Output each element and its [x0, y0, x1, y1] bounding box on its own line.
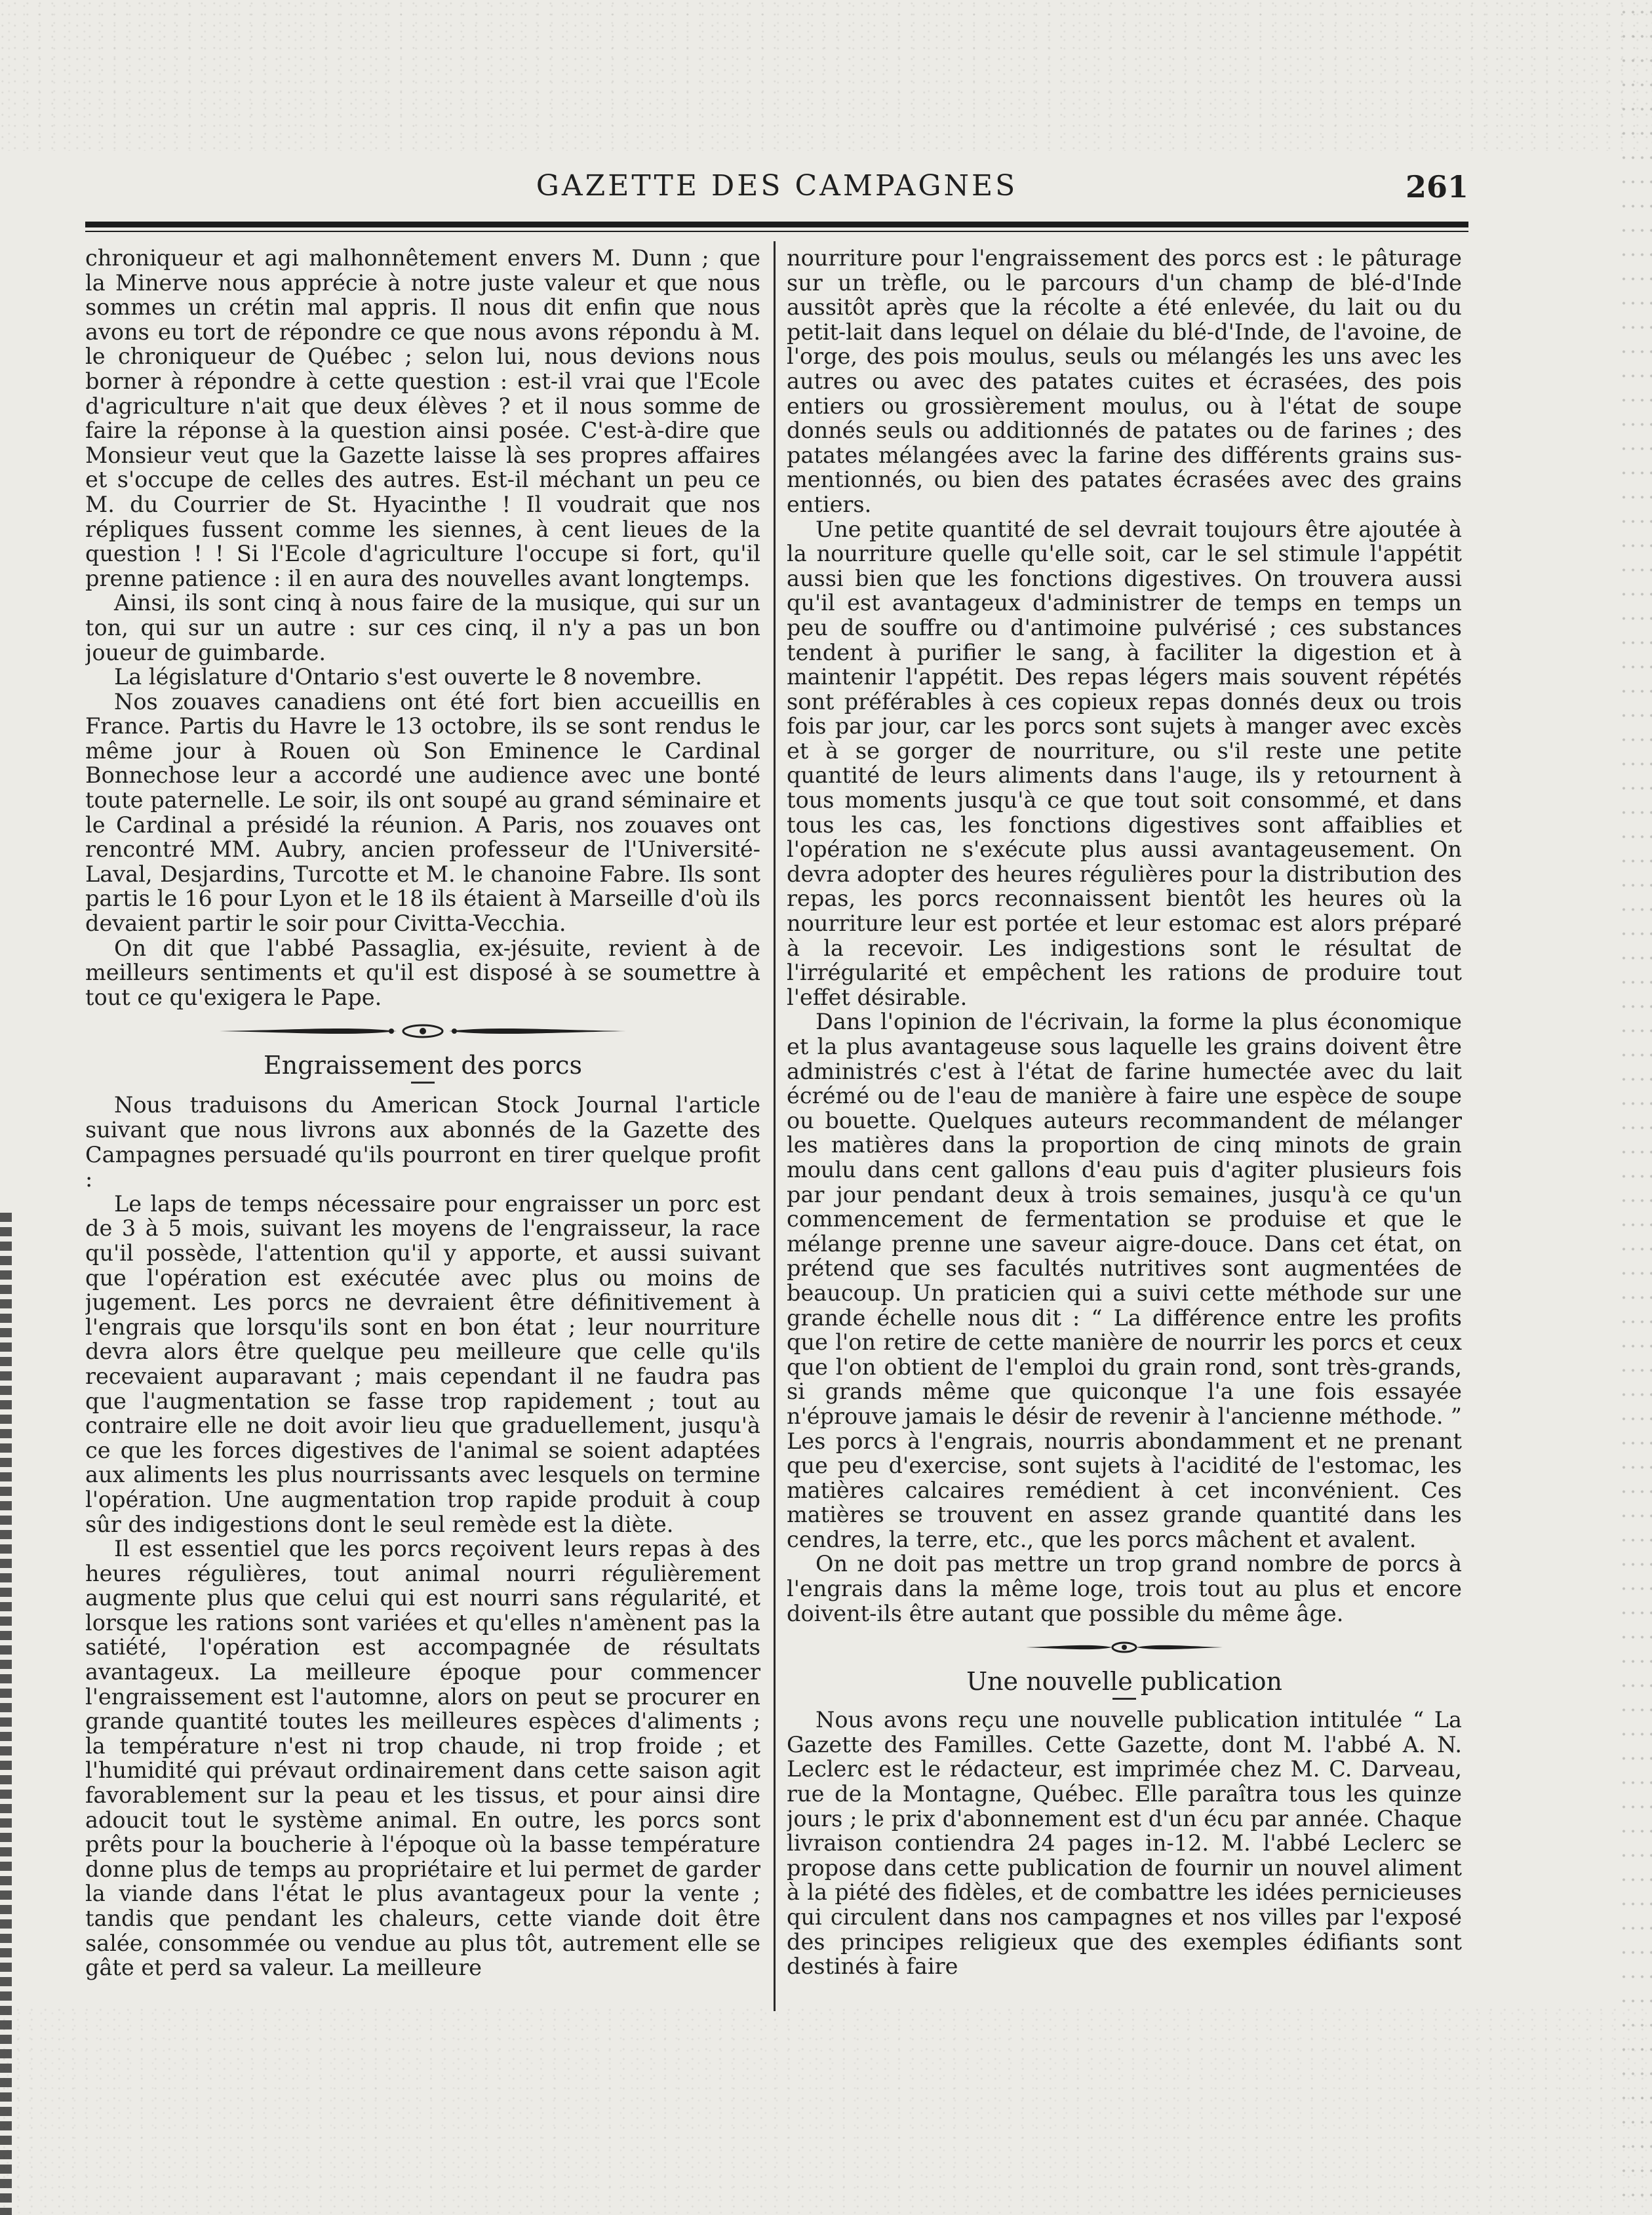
section-heading: Une nouvelle publication [966, 1667, 1282, 1696]
binding-edge [0, 1213, 12, 2215]
running-title: GAZETTE DES CAMPAGNES [536, 169, 1018, 203]
article-paragraph: Dans l'opinion de l'écrivain, la forme la plus économique et la plus avantageuse sous laquelle les grains doivent être administrés c'est à l'état de farine humectée avec du lait écrémé ou de l'eau de manière à faire une espèce de soupe ou bouette. Quelques auteurs recommandent de mélanger les matières dans la proportion de cinq minots de grain moulu dans cent gallons d'eau puis d'agiter plusieurs fois par jour pendant deux à trois semaines, jusqu'à ce qu'un commencement de fermentation se produise et que le mélange prenne une saveur aigre-douce. Dans cet état, on prétend que ses facultés nutritives sont augmentées de beaucoup. Un praticien qui a suivi cette méthode sur une grande échelle nous dit : “ La différence entre les profits que l'on retire de cette manière de nourrir les porcs et ceux que l'on obtient de l'emploi du grain rond, sont très-grands, si grands même que quiconque l'a une fois essayée n'éprouve jamais le désir de revenir à l'ancienne méthode. ” Les porcs à l'engrais, nourris abondamment et ne prenant que peu d'exercise, sont sujets à l'acidité de l'estomac, les matières calcaires remédient à cet inconvénient. Ces matières se trouvent en assez grande quantité dans les cendres, la terre, etc., que les porcs mâchent et avalent. [787, 1009, 1462, 1552]
ornamental-divider [787, 1632, 1462, 1662]
article-paragraph: chroniqueur et agi malhonnêtement envers M. Dunn ; que la Minerve nous apprécie à notre juste valeur et que nous sommes un crétin mal appris. Il nous dit enfin que nous avons eu tort de répondre ce que nous avons répondu à M. le chroniqueur de Québec ; selon lui, nous devions nous borner à répondre à cette question : est-il vrai que l'Ecole d'agriculture n'ait que deux élèves ? et il nous somme de faire la réponse à la question ainsi posée. C'est-à-dire que Monsieur veut que la Gazette laisse là ses propres affaires et s'occupe de celles des autres. Est-il méchant un peu ce M. du Courrier de St. Hyacinthe ! Il voudrait que nos répliques fussent comme les siennes, à cent lieues de la question ! ! Si l'Ecole d'agriculture l'occupe si fort, qu'il prenne patience : il en aura des nouvelles avant longtemps. [85, 246, 760, 591]
news-item: La législature d'Ontario s'est ouverte le 8 novembre. [114, 664, 702, 690]
scan-edge [1619, 0, 1652, 2215]
article-paragraph: Nous traduisons du American Stock Journal l'article suivant que nous livrons aux abonnés de la Gazette des Campagnes persuadé qu'ils pourront en tirer quelque profit : [85, 1092, 760, 1192]
column-divider [774, 241, 776, 2011]
header-rule-thick [85, 222, 1468, 227]
paper-noise-top [0, 0, 1652, 151]
article-paragraph: Le laps de temps nécessaire pour engraisser un porc est de 3 à 5 mois, suivant les moyens de l'engraisseur, la race qu'il possède, l'attention qu'il y apporte, et aussi suivant que l'opération est exécutée avec plus ou moins de jugement. Les porcs ne devraient être définitivement à l'engrais que lorsqu'ils sont en bon état ; leur nourriture devra alors être quelque peu meilleure que celle qu'ils recevaient auparavant ; mais cependant il ne faudra pas que l'augmentation se fasse trop rapidement ; tout au contraire elle ne doit avoir lieu que graduellement, jusqu'à ce que les forces digestives de l'animal se soient adaptées aux aliments les plus nourrissants avec lesquels on termine l'opération. Une augmentation trop rapide produit à coup sûr des indigestions dont le seul remède est la diète. [85, 1190, 760, 1537]
ornament-flourish-icon [1026, 1637, 1223, 1657]
header-rule-thin [85, 231, 1468, 232]
paper-noise-bottom [0, 2006, 1652, 2215]
article-paragraph: Une petite quantité de sel devrait toujours être ajoutée à la nourriture quelle qu'elle soit, car le sel stimule l'appétit aussi bien que les fonctions digestives. On trouvera aussi qu'il est avantageux d'administrer de temps en temps un peu de souffre ou d'antimoine pulvérisé ; ces substances tendent à purifier le sang, à faciliter la digestion et à maintenir l'appétit. Des repas légers mais souvent répétés sont préférables à ces copieux repas donnés deux ou trois fois par jour, car les porcs sont sujets à manger avec excès et à se gorger de nourriture, ou s'il reste une petite quantité de leurs aliments dans l'auge, ils y retournent à tous moments jusqu'à ce que tout soit consommé, et dans tous les cas, les fonctions digestives sont affaiblies et l'opération ne s'exécute plus aussi avantageusement. On devra adopter des heures régulières pour la distribution des repas, les porcs reconnaissent bientôt les heures où la nourriture leur est portée et leur estomac est alors préparé à la recevoir. Les indigestions sont le résultat de l'irrégularité et empêchent les rations de produire tout l'effet désirable. [787, 516, 1462, 1010]
article-paragraph: On ne doit pas mettre un trop grand nombre de porcs à l'engrais dans la même loge, trois tout au plus et encore doivent-ils être autant que possible du même âge. [787, 1551, 1462, 1626]
left-column [85, 246, 760, 2016]
heading-rule [411, 1082, 435, 1084]
article-paragraph: Ainsi, ils sont cinq à nous faire de la musique, qui sur un ton, qui sur un autre : sur ces cinq, il n'y a pas un bon joueur de guimbarde. [85, 590, 760, 665]
news-item: Nos zouaves canadiens ont été fort bien accueillis en France. Partis du Havre le 13 octobre, ils se sont rendus le même jour à Rouen où Son Eminence le Cardinal Bonnechose leur a accordé une audience avec une bonté toute paternelle. Le soir, ils ont soupé au grand séminaire et le Cardinal a présidé la réunion. A Paris, nos zouaves ont rencontré MM. Aubry, ancien professeur de l'Université-Laval, Desjardins, Turcotte et M. le chanoine Fabre. Ils sont partis le 16 pour Lyon et le 18 ils étaient à Marseille d'où ils devaient partir le soir pour Civitta-Vecchia. [85, 688, 760, 937]
news-item: On dit que l'abbé Passaglia, ex-jésuite, revient à de meilleurs sentiments et qu'il est disposé à se soumettre à tout ce qu'exigera le Pape. [85, 935, 760, 1010]
right-column [787, 246, 1462, 2016]
page-header [85, 169, 1468, 215]
section-heading: Engraissement des porcs [264, 1051, 582, 1080]
ornamental-divider [85, 1016, 760, 1046]
article-paragraph: Nous avons reçu une nouvelle publication intitulée “ La Gazette des Familles. Cette Gazette, dont M. l'abbé A. N. Leclerc est le rédacteur, est imprimée chez M. C. Darveau, rue de la Montagne, Québec. Elle paraîtra tous les quinze jours ; le prix d'abonnement est d'un écu par année. Chaque livraison contiendra 24 pages in-12. M. l'abbé Leclerc se propose dans cette publication de fournir un nouvel aliment à la piété des fidèles, et de combattre les idées pernicieuses qui circulent dans nos campagnes et nos villes par l'exposé des principes religieux que des exemples édifiants sont destinés à faire [787, 1707, 1462, 1980]
heading-rule [1112, 1698, 1136, 1700]
article-paragraph: Il est essentiel que les porcs reçoivent leurs repas à des heures régulières, tout animal nourri régulièrement augmente plus que celui qui est nourri sans régularité, et lorsque les rations sont variées et qu'elles n'amènent pas la satiété, l'opération est accompagnée de résultats avantageux. La meilleure époque pour commencer l'engraissement est l'automne, alors on peut se procurer en grande quantité toutes les meilleures espèces d'aliments ; la température n'est ni trop chaude, ni trop froide ; et l'humidité qui prévaut ordinairement dans cette saison agit favorablement sur la peau et les tissus, et pour ainsi dire adoucit tout le système animal. En outre, les porcs sont prêts pour la boucherie à l'époque où la basse température donne plus de temps au propriétaire et lui permet de garder la viande dans l'état le plus avantageux pour la vente ; tandis que pendant les chaleurs, cette viande doit être salée, consommée ou vendue au plus tôt, autrement elle se gâte et perd sa valeur. La meilleure [85, 1536, 760, 1981]
article-paragraph: nourriture pour l'engraissement des porcs est : le pâturage sur un trèfle, ou le parcours d'un champ de blé-d'Inde aussitôt après que la récolte a été enlevée, du lait ou du petit-lait dans lequel on délaie du blé-d'Inde, de l'avoine, de l'orge, des pois moulus, seuls ou mélangés les uns avec les autres ou avec des patates cuites et écrasées, des pois entiers ou grossièrement moulus, ou à l'état de soupe donnés seuls ou additionnés de patates ou de farines ; des patates mélangées avec la farine des différents grains sus-mentionnés, ou bien des patates écrasées avec des grains entiers. [787, 246, 1462, 517]
ornament-flourish-icon [220, 1019, 626, 1043]
page-number: 261 [1405, 169, 1468, 205]
